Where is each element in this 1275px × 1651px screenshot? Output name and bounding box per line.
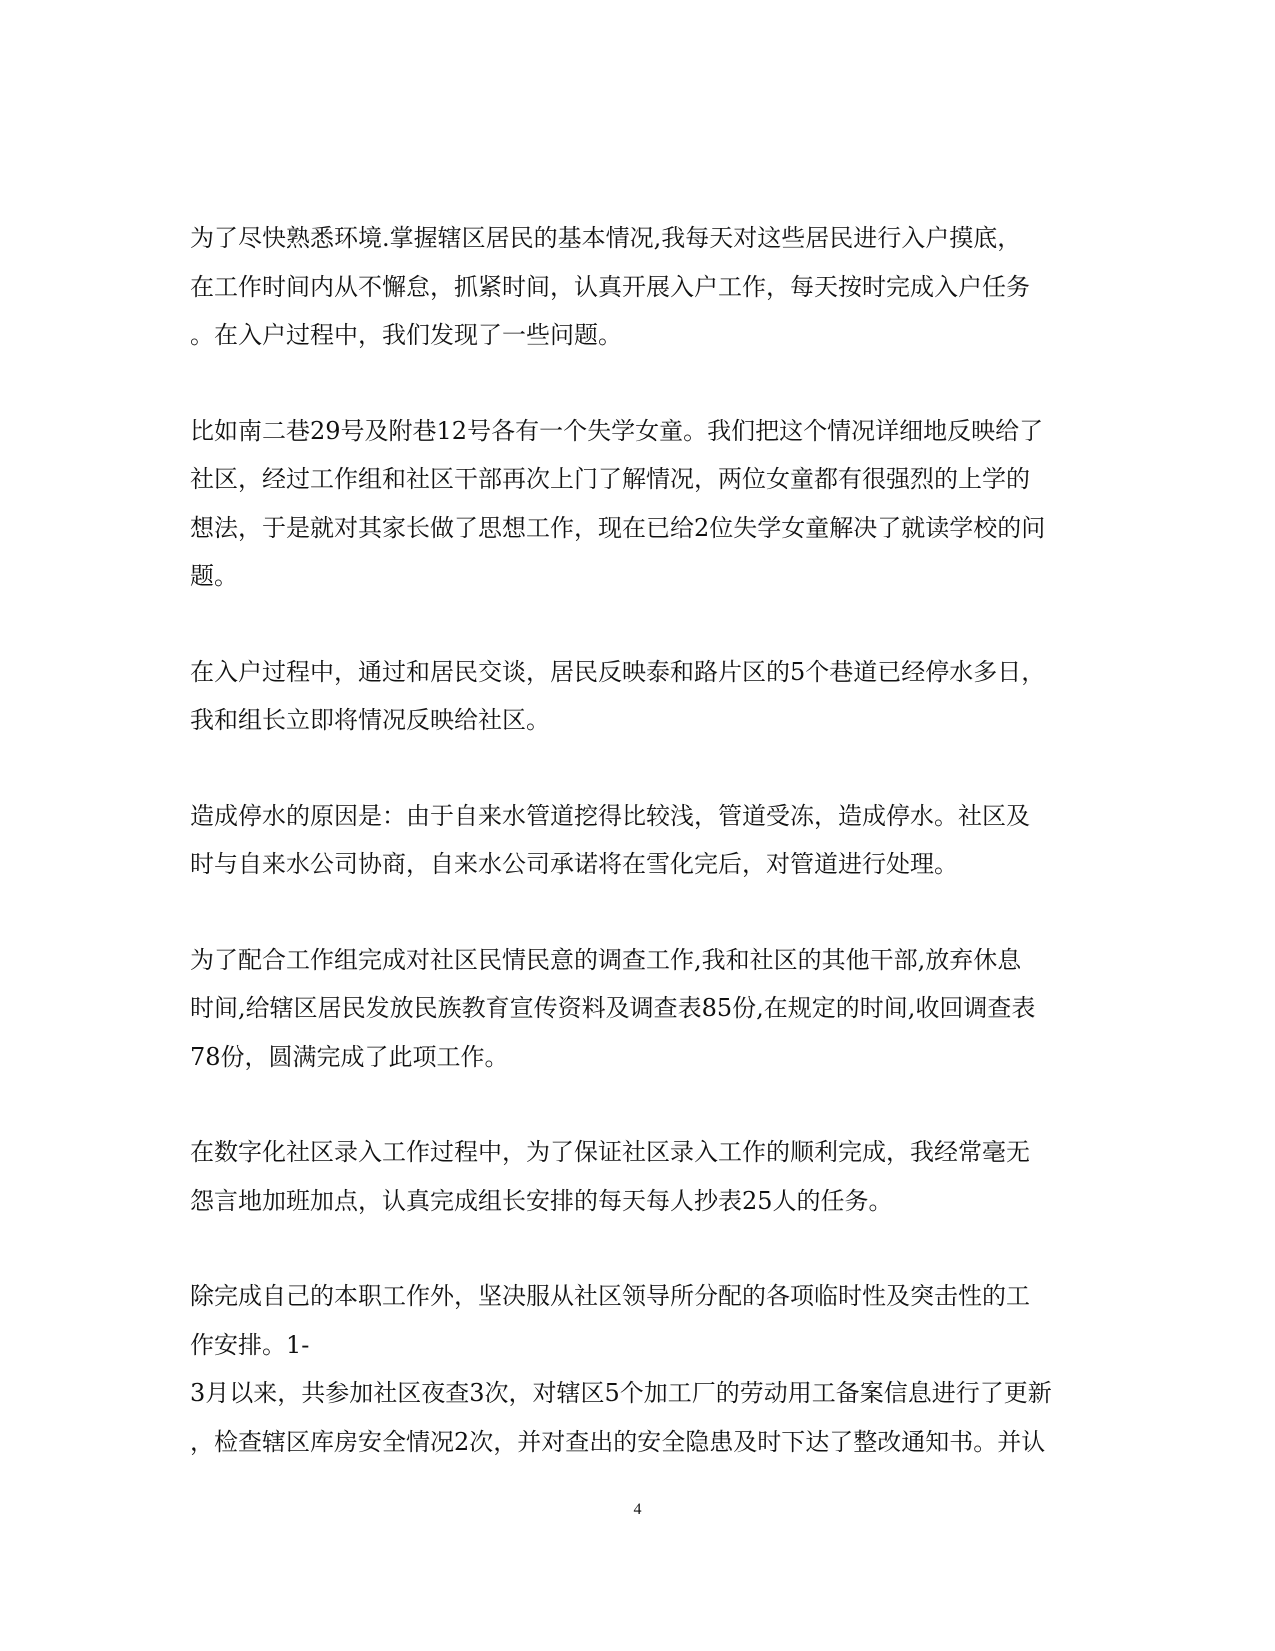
text-line: 作安排。1- <box>190 1330 310 1359</box>
text-line: 我和组长立即将情况反映给社区。 <box>190 706 550 734</box>
text-line: 想法，于是就对其家长做了思想工作，现在已给2位失学女童解决了就读学校的问 <box>190 513 1046 542</box>
text-line: 为了配合工作组完成对社区民情民意的调查工作,我和社区的其他干部,放弃休息 <box>190 945 1022 974</box>
text-line: 在入户过程中，通过和居民交谈，居民反映泰和路片区的5个巷道已经停水多日， <box>190 657 1046 686</box>
text-line: 为了尽快熟悉环境.掌握辖区居民的基本情况,我每天对这些居民进行入户摸底， <box>190 224 1022 252</box>
text-line: 社区，经过工作组和社区干部再次上门了解情况，两位女童都有很强烈的上学的 <box>190 465 1030 493</box>
text-line: 时间,给辖区居民发放民族教育宣传资料及调查表85份,在规定的时间,收回调查表 <box>190 994 1036 1022</box>
paragraph-7 <box>190 1272 1090 1466</box>
paragraph-gap <box>190 889 1090 936</box>
paragraph-5 <box>190 936 1090 1082</box>
text-line: 78份，圆满完成了此项工作。 <box>190 1042 509 1071</box>
paragraph-gap <box>190 1081 1090 1128</box>
page-number: 4 <box>633 1501 642 1518</box>
paragraph-1 <box>190 214 1090 360</box>
text-line: 。在入户过程中，我们发现了一些问题。 <box>190 321 622 349</box>
page-body <box>190 214 1090 1466</box>
text-line: 除完成自己的本职工作外，坚决服从社区领导所分配的各项临时性及突击性的工 <box>190 1282 1030 1310</box>
paragraph-6 <box>190 1128 1090 1225</box>
text-line: ，检查辖区库房安全情况2次，并对查出的安全隐患及时下达了整改通知书。并认 <box>190 1427 1046 1456</box>
paragraph-gap <box>190 1225 1090 1272</box>
paragraph-gap <box>190 360 1090 407</box>
text-line: 时与自来水公司协商，自来水公司承诺将在雪化完后，对管道进行处理。 <box>190 850 958 878</box>
text-line: 怨言地加班加点，认真完成组长安排的每天每人抄表25人的任务。 <box>190 1186 893 1215</box>
paragraph-2 <box>190 407 1090 601</box>
text-line: 比如南二巷29号及附巷12号各有一个失学女童。我们把这个情况详细地反映给了 <box>190 416 1044 445</box>
text-line: 在数字化社区录入工作过程中，为了保证社区录入工作的顺利完成，我经常毫无 <box>190 1138 1030 1166</box>
paragraph-3 <box>190 648 1090 745</box>
text-line: 3月以来，共参加社区夜查3次，对辖区5个加工厂的劳动用工备案信息进行了更新 <box>190 1379 1052 1407</box>
text-line: 在工作时间内从不懈怠，抓紧时间，认真开展入户工作，每天按时完成入户任务 <box>190 272 1030 301</box>
text-line: 造成停水的原因是：由于自来水管道挖得比较浅，管道受冻，造成停水。社区及 <box>190 801 1030 830</box>
paragraph-gap <box>190 601 1090 648</box>
text-line: 题。 <box>190 562 238 590</box>
paragraph-gap <box>190 745 1090 792</box>
paragraph-4 <box>190 792 1090 889</box>
